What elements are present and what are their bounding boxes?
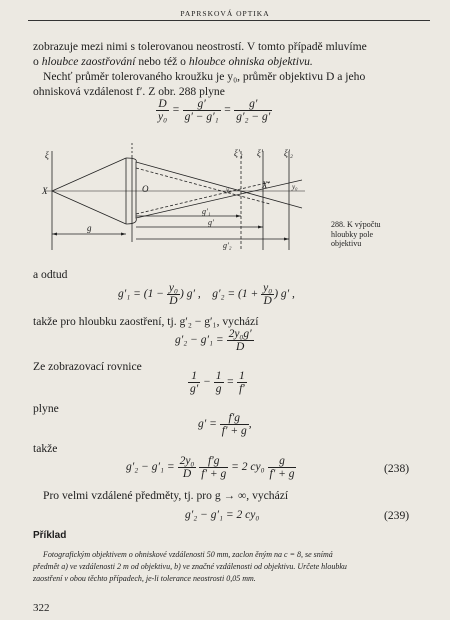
equation-number-239: (239) <box>384 509 410 522</box>
text-line: takže <box>33 442 58 455</box>
text-line: Nechť průměr tolerovaného kroužku je y₀, průměr objektivu D a jeho <box>43 70 366 83</box>
example-text-line: předmět a) ve vzdálenosti 2 m od objektivu, b) ve značné vzdálenosti od objektivu. Určete hloubku <box>33 562 347 571</box>
label-xi: ξ <box>45 150 49 160</box>
label-xi1: ξ′₁ <box>234 148 243 158</box>
equation-238: g′₂ − g′₁ = $\frac{\text{2y₀}}{D}$ $\frac{f'g}{f' + g}$ = 2 cy₀ $\frac{g}{f' + g}$ <box>126 455 295 480</box>
text-line: plyne <box>33 402 59 415</box>
label-X: X <box>42 186 48 196</box>
label-y0-right: y₀ <box>292 183 298 191</box>
text-line: ohnisková vzdálenost f′. Z obr. 288 plyne <box>33 85 225 98</box>
equation-number-238: (238) <box>384 462 410 475</box>
text-line: zobrazuje mezi nimi s tolerovanou neostrostí. V tomto případě mluvíme <box>33 40 367 53</box>
label-O: O <box>142 184 149 194</box>
equation-g1-g2: g′₁ = (1 − $\frac{\text{y₀}}{D}$ ) g′ , g′₂ = (1 + $\frac{\text{y₀}}{D}$ ) g′ , <box>118 282 295 307</box>
example-text-line: Fotografickým objektivem o ohniskové vzdálenosti 50 mm, zaclon ěným na c = 8, se snímá <box>43 550 333 559</box>
optics-diagram <box>30 138 330 270</box>
label-y0-left: y₀ <box>226 186 232 194</box>
figure-caption: 288. K výpočtu hloubky pole objektivu <box>331 220 381 248</box>
label-xi2: ξ′₂ <box>284 148 293 158</box>
label-g-prime: g′ <box>208 218 214 227</box>
header-rule <box>28 20 430 21</box>
text-line: Ze zobrazovací rovnice <box>33 360 142 373</box>
label-g1: g′₁ <box>202 207 211 216</box>
text-line: takže pro hloubku zaostření, tj. g′₂ − g′₁, vychází <box>33 315 259 328</box>
example-heading: Příklad <box>33 530 67 541</box>
equation-depth: g′₂ − g′₁ = $\frac{\text{2y₀g′}}{D}$ <box>175 328 252 353</box>
text-line: Pro velmi vzdálené předměty, tj. pro g → ∞, vychází <box>43 489 289 502</box>
equation-gprime: g′ = $\frac{f'g}{f' + g}$ , <box>198 412 252 437</box>
running-header: PAPRSKOVÁ OPTIKA <box>180 9 270 18</box>
equation-ratio: $\frac{D}{\text{y₀}}$ = $\frac{g'}{\text{g′ − g′₁}}$ = $\frac{g'}{\text{g′₂ − g′}}$ <box>158 98 271 123</box>
equation-239: g′₂ − g′₁ = 2 cy₀ <box>185 509 260 521</box>
label-xi-prime: ξ′ <box>257 148 263 158</box>
label-g: g <box>87 223 92 233</box>
label-g2: g′₂ <box>223 241 232 250</box>
example-text-line: zaostření v obou těchto případech, je-li tolerance neostrosti 0,05 mm. <box>33 574 256 583</box>
text-line: o hloubce zaostřování nebo též o hloubce ohniska objektivu. <box>33 55 313 68</box>
page-number: 322 <box>33 602 50 614</box>
label-X-prime: X′ <box>262 180 270 190</box>
text-line: a odtud <box>33 268 68 281</box>
equation-imaging: $\frac{1}{g'}$ − $\frac{1}{g}$ = $\frac{1}{f'}$ <box>190 370 245 395</box>
